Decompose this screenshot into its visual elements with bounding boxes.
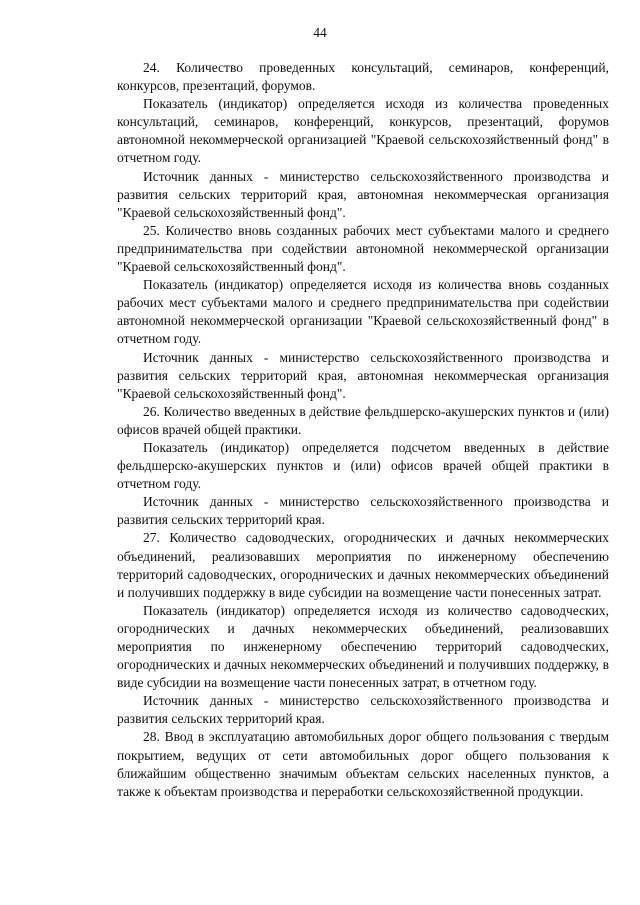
paragraph-item-25-source: Источник данных - министерство сельскохозяйственного производства и развития сельских территорий края, автономная некоммерческая организация "Краевой сельскохозяйственный фонд". [117, 349, 609, 401]
paragraph-item-25-title: 25. Количество вновь созданных рабочих мест субъектами малого и среднего предпринимательства при содействии автономной некоммерческой организации "Краевой сельскохозяйственный фонд". [117, 222, 609, 275]
paragraph-item-26-title: 26. Количество введенных в действие фельдшерско-акушерских пунктов и (или) офисов врачей общей практики. [117, 403, 609, 437]
paragraph-item-26-indicator: Показатель (индикатор) определяется подсчетом введенных в действие фельдшерско-акушерских пунктов и (или) офисов врачей общей практики в отчетном году. [117, 439, 609, 492]
paragraph-item-24-indicator: Показатель (индикатор) определяется исходя из количества проведенных консультаций, семинаров, конференций, конкурсов, презентаций, форумов автономной некоммерческой организацией "Краевой сельскохозяйственный фонд" в отчетном году. [117, 96, 609, 166]
paragraph-item-24-source: Источник данных - министерство сельскохозяйственного производства и развития сельских территорий края, автономная некоммерческая организация "Краевой сельскохозяйственный фонд". [117, 168, 609, 220]
page-number: 44 [313, 25, 327, 40]
paragraph-item-26-source: Источник данных - министерство сельскохозяйственного производства и развития сельских территорий края. [117, 494, 609, 528]
paragraph-item-24-title: 24. Количество проведенных консультаций, семинаров, конференций, конкурсов, презентаций, форумов. [117, 60, 609, 94]
document-body [117, 59, 609, 801]
paragraph-item-25-indicator: Показатель (индикатор) определяется исходя из количества вновь созданных рабочих мест субъектами малого и среднего предпринимательства при содействии автономной некоммерческой организации "Краевой сельскохозяйственный фонд" в отчетном году. [117, 277, 609, 347]
paragraph-item-27-title: 27. Количество садоводческих, огороднических и дачных некоммерческих объединений, реализовавших мероприятия по инженерному обеспечению территорий садоводческих, огороднических и дачных некоммерческих объединений и получивших поддержку в виде субсидии на возмещение части понесенных затрат. [117, 530, 609, 600]
paragraph-item-27-indicator: Показатель (индикатор) определяется исходя из количество садоводческих, огороднических и дачных некоммерческих объединений, реализовавших мероприятия по инженерному обеспечению территорий садоводческих, огороднических и дачных некоммерческих объединений и получивших поддержку, в виде субсидии на возмещение части понесенных затрат, в отчетном году. [117, 602, 609, 691]
paragraph-item-28-title: 28. Ввод в эксплуатацию автомобильных дорог общего пользования с твердым покрытием, ведущих от сети автомобильных дорог общего пользования к ближайшим общественно значимым объектам сельских населенных пунктов, а также к объектам производства и переработки сельскохозяйственной продукции. [117, 729, 609, 799]
paragraph-item-27-source: Источник данных - министерство сельскохозяйственного производства и развития сельских территорий края. [117, 693, 609, 727]
